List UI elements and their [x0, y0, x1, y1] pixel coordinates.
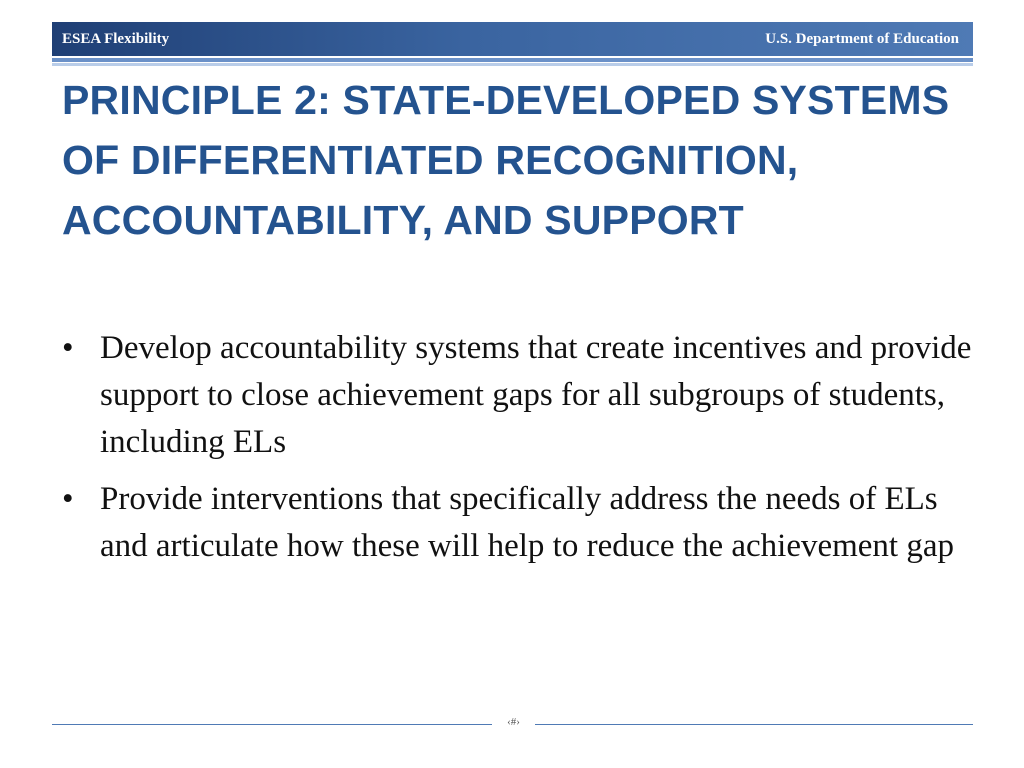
header-divider [52, 58, 973, 62]
footer-divider-left [52, 724, 492, 725]
header-bar [52, 22, 973, 56]
header-left-label: ESEA Flexibility [62, 30, 170, 47]
bullet-item [62, 476, 972, 570]
bullet-text: Develop accountability systems that create incentives and provide support to close achievement gaps for all subgroups of students, including ELs [100, 330, 972, 460]
slide-number: ‹#› [507, 716, 520, 728]
bullet-list [62, 325, 972, 580]
header-divider-light [52, 63, 973, 66]
bullet-marker: • [62, 481, 74, 517]
bullet-item [62, 325, 972, 466]
bullet-marker: • [62, 330, 74, 366]
footer-divider-right [535, 724, 973, 725]
bullet-text: Provide interventions that specifically address the needs of ELs and articulate how these will help to reduce the achievement gap [100, 481, 954, 564]
slide-title: PRINCIPLE 2: STATE-DEVELOPED SYSTEMS OF DIFFERENTIATED RECOGNITION, ACCOUNTABILITY, AND SUPPORT [62, 77, 950, 243]
header-right-label: U.S. Department of Education [765, 30, 959, 47]
